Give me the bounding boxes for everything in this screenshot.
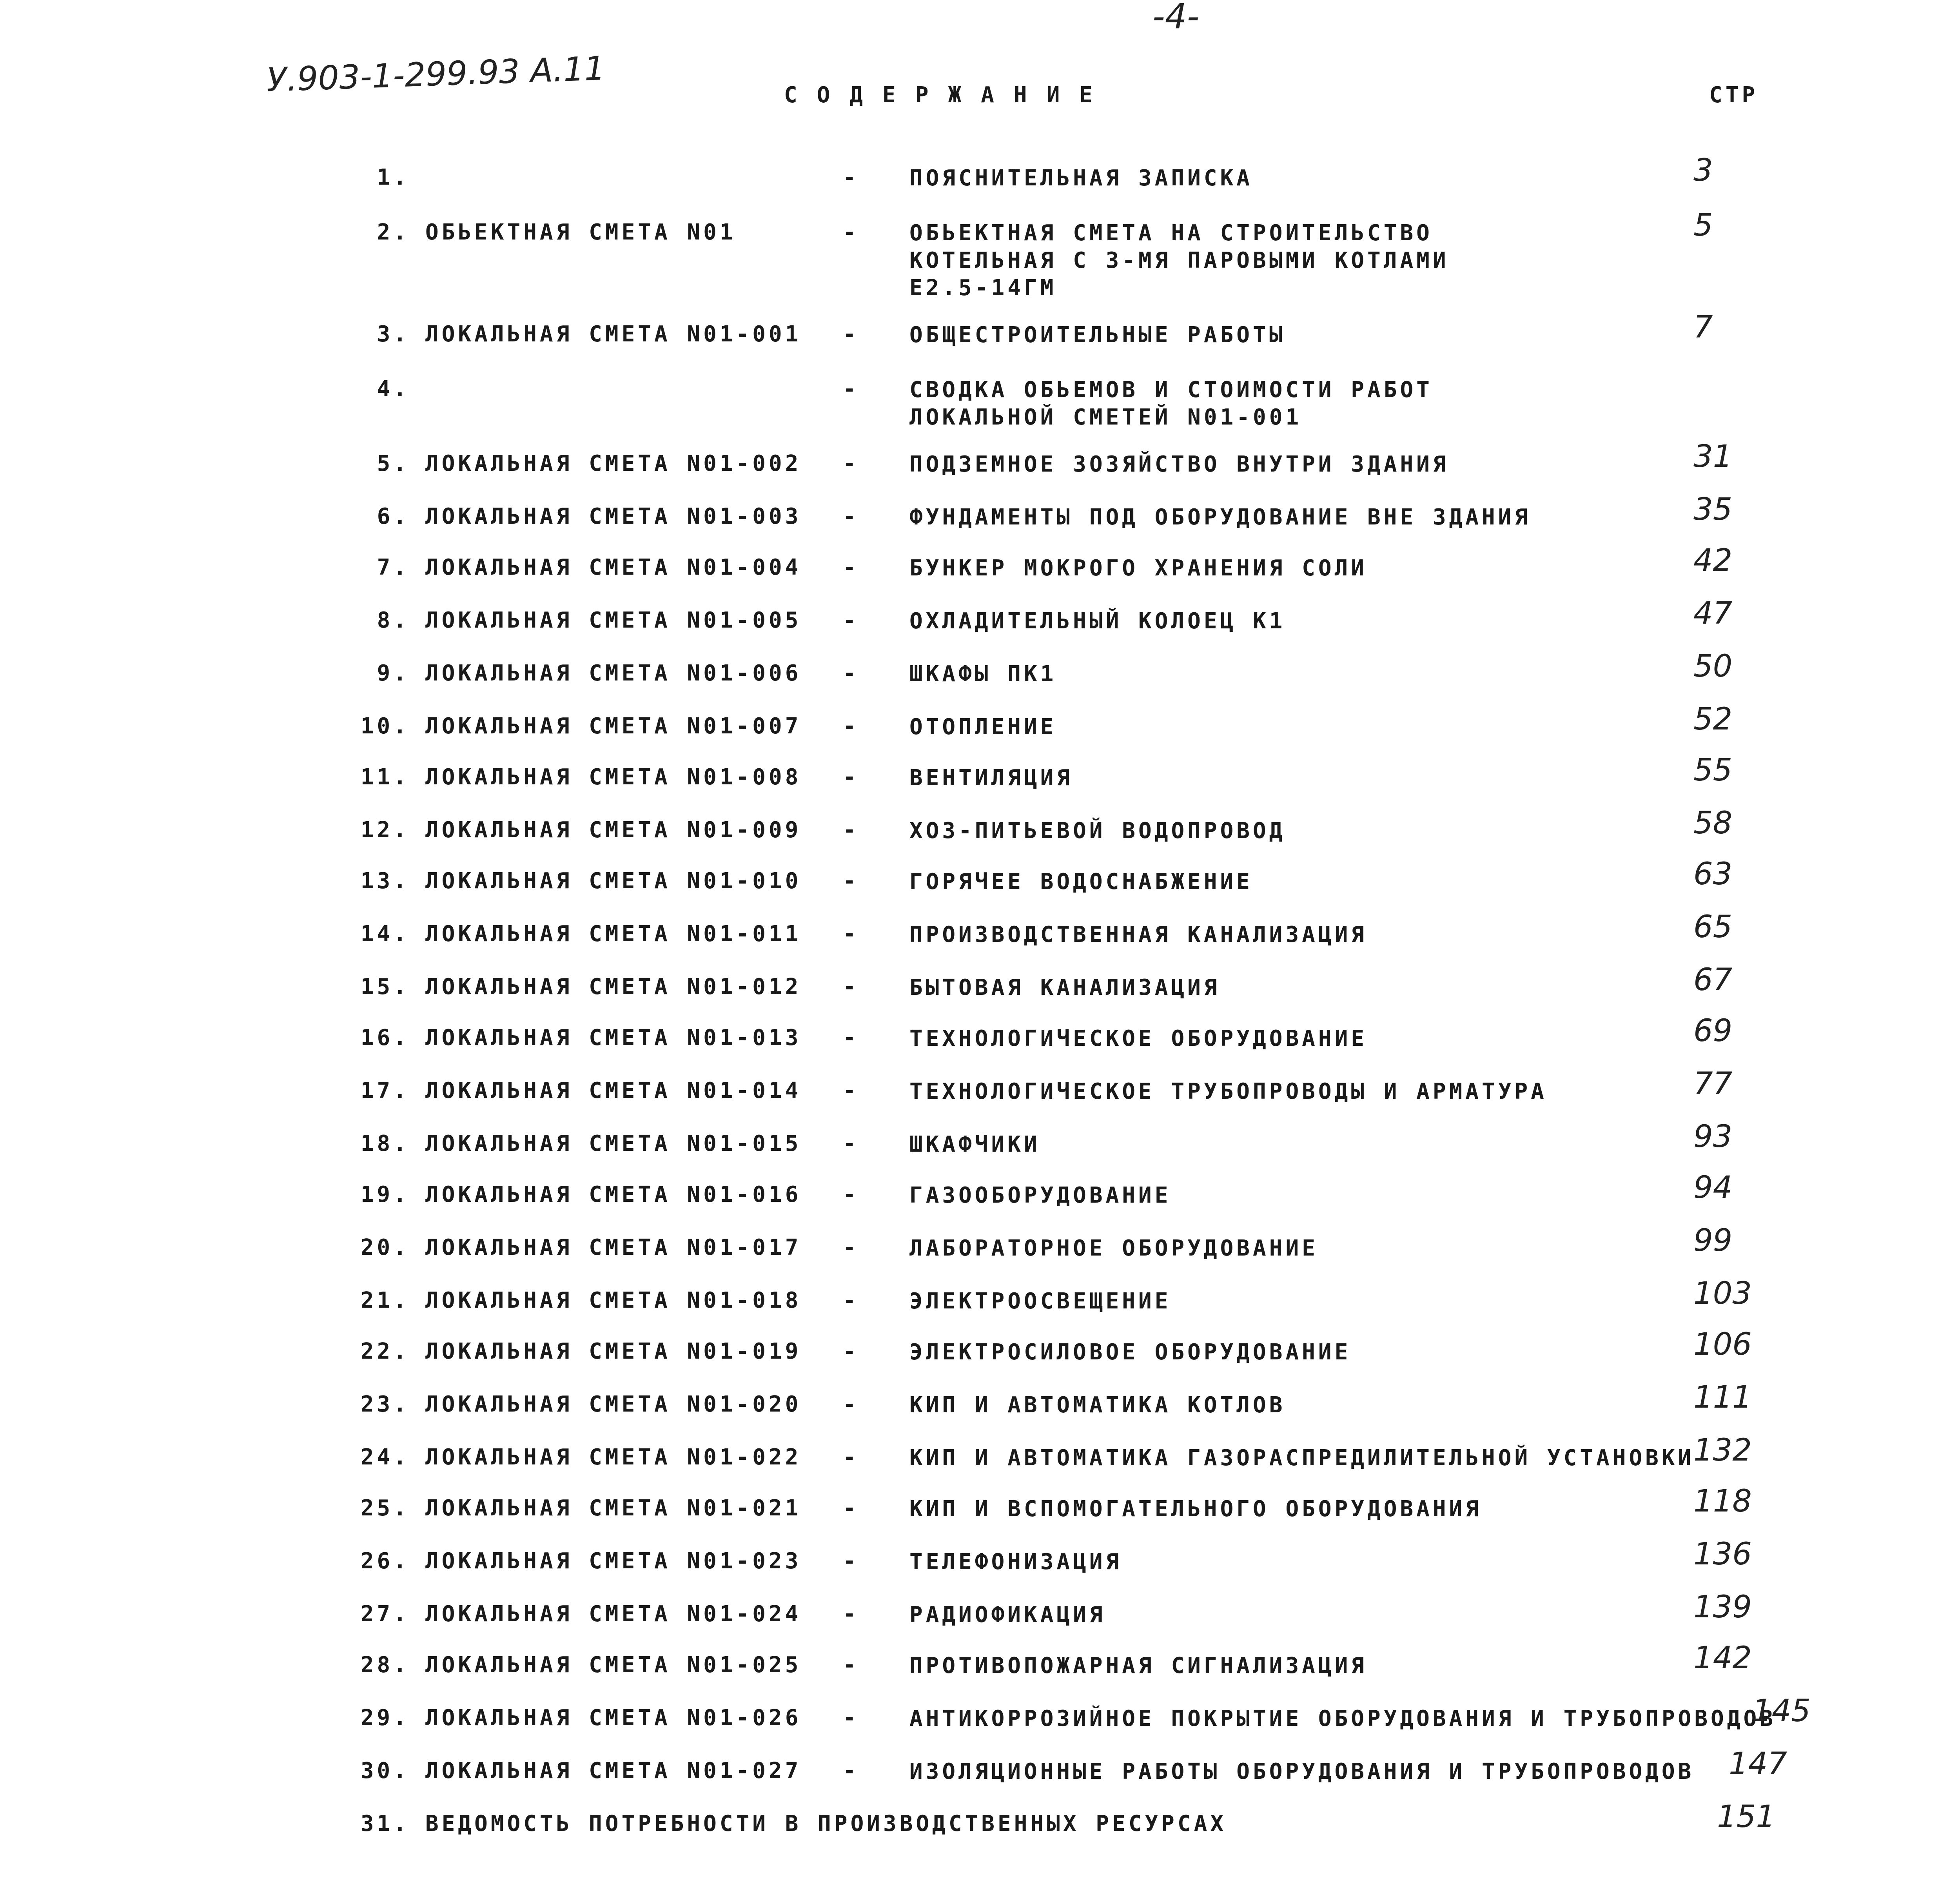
toc-row-title (909, 1288, 1171, 1315)
toc-row-dash: - (843, 321, 859, 347)
toc-row-page: 94 (1693, 1170, 1733, 1205)
toc-row-title (909, 321, 1285, 349)
toc-row-title (909, 1025, 1367, 1052)
toc-row (0, 310, 1960, 372)
toc-row-source: ЛОКАЛЬНАЯ СМЕТА N01-004 (425, 555, 802, 580)
toc-row-number: 16. (360, 1025, 410, 1051)
toc-row-dash: - (843, 1078, 859, 1103)
toc-row-title-line: ВЕНТИЛЯЦИЯ (909, 765, 1073, 791)
toc-row-page: 111 (1693, 1380, 1752, 1415)
toc-row-page: 103 (1693, 1276, 1752, 1311)
toc-row-title-line: ТЕЛЕФОНИЗАЦИЯ (909, 1549, 1122, 1575)
toc-row-number: 23. (360, 1392, 410, 1417)
toc-row-number: 15. (360, 974, 410, 1000)
toc-row-title (909, 1601, 1106, 1629)
toc-row (0, 1276, 1960, 1339)
toc-row-title-line: ФУНДАМЕНТЫ ПОД ОБОРУДОВАНИЕ ВНЕ ЗДАНИЯ (909, 504, 1531, 530)
toc-row-dash: - (843, 1548, 859, 1574)
toc-row-title-line: ТЕХНОЛОГИЧЕСКОЕ ОБОРУДОВАНИЕ (909, 1026, 1368, 1051)
toc-row (0, 208, 1960, 301)
toc-row-page: 93 (1693, 1119, 1733, 1154)
toc-row-dash: - (843, 974, 859, 1000)
toc-row-source: ЛОКАЛЬНАЯ СМЕТА N01-011 (425, 921, 802, 947)
toc-row-page: 142 (1693, 1640, 1752, 1676)
toc-row-title-line: ПОДЗЕМНОЕ ЗОЗЯЙСТВО ВНУТРИ ЗДАНИЯ (909, 452, 1449, 477)
toc-row-title (909, 921, 1367, 949)
toc-row (0, 1380, 1960, 1443)
toc-row-dash: - (843, 1705, 859, 1731)
toc-row-title-line: ЛАБОРАТОРНОЕ ОБОРУДОВАНИЕ (909, 1236, 1318, 1261)
toc-row-title-line: ЛОКАЛЬНОЙ СМЕТЕЙ N01-001 (909, 405, 1302, 430)
toc-row-title (909, 660, 1056, 688)
toc-row-number: 30. (360, 1758, 410, 1784)
toc-row-page: 3 (1693, 153, 1713, 188)
toc-row-title-line: ОХЛАДИТЕЛЬНЫЙ КОЛОЕЦ К1 (909, 608, 1286, 634)
toc-row-title-line: БЫТОВАЯ КАНАЛИЗАЦИЯ (909, 975, 1220, 1000)
toc-row-dash: - (843, 376, 859, 402)
toc-row-source: ЛОКАЛЬНАЯ СМЕТА N01-017 (425, 1235, 802, 1260)
toc-row-dash: - (843, 1392, 859, 1417)
toc-row-number: 6. (377, 504, 410, 529)
toc-row (0, 1537, 1960, 1599)
toc-row-dash: - (843, 451, 859, 476)
toc-row-number: 19. (360, 1182, 410, 1207)
toc-row-title (909, 1758, 1694, 1785)
toc-row-page: 77 (1693, 1066, 1733, 1101)
toc-row-title-line: ГОРЯЧЕЕ ВОДОСНАБЖЕНИЕ (909, 869, 1253, 895)
toc-row-source: ЛОКАЛЬНАЯ СМЕТА N01-009 (425, 817, 802, 843)
toc-row-source: ЛОКАЛЬНАЯ СМЕТА N01-016 (425, 1182, 802, 1207)
toc-row-page: 55 (1693, 753, 1733, 788)
toc-row-page: 151 (1717, 1799, 1775, 1834)
toc-row (0, 1013, 1960, 1076)
toc-row-source: ЛОКАЛЬНАЯ СМЕТА N01-012 (425, 974, 802, 1000)
toc-row-title-line: АНТИКОРРОЗИЙНОЕ ПОКРЫТИЕ ОБОРУДОВАНИЯ И ТРУБОПРОВОДОВ (909, 1706, 1776, 1731)
toc-row (0, 1223, 1960, 1286)
toc-row-source: ЛОКАЛЬНАЯ СМЕТА N01-003 (425, 504, 802, 529)
toc-row-number: 22. (360, 1339, 410, 1364)
toc-row-source: ЛОКАЛЬНАЯ СМЕТА N01-027 (425, 1758, 802, 1784)
toc-row (0, 543, 1960, 606)
toc-row-title-line: ГАЗООБОРУДОВАНИЕ (909, 1183, 1171, 1208)
toc-row-title (909, 1235, 1318, 1262)
toc-heading: СОДЕРЖАНИЕ (784, 82, 1112, 108)
toc-row (0, 1170, 1960, 1233)
toc-row-dash: - (843, 1758, 859, 1784)
toc-row-title (909, 1131, 1040, 1158)
toc-row-number: 3. (377, 321, 410, 347)
toc-row-title-line: ПРОИЗВОДСТВЕННАЯ КАНАЛИЗАЦИЯ (909, 922, 1368, 947)
toc-row-page: 7 (1693, 310, 1713, 345)
toc-row-source: ЛОКАЛЬНАЯ СМЕТА N01-024 (425, 1601, 802, 1627)
toc-row-title (909, 504, 1531, 531)
toc-row-page: 132 (1693, 1433, 1752, 1468)
toc-row-source: ЛОКАЛЬНАЯ СМЕТА N01-010 (425, 868, 802, 894)
toc-row-dash: - (843, 1601, 859, 1627)
toc-row (0, 1327, 1960, 1390)
toc-row-page: 35 (1693, 492, 1733, 527)
toc-row-number: 5. (377, 451, 410, 476)
toc-row-title-line: КИП И ВСПОМОГАТЕЛЬНОГО ОБОРУДОВАНИЯ (909, 1496, 1482, 1522)
toc-row-title (909, 868, 1253, 896)
toc-row-number: 20. (360, 1235, 410, 1260)
toc-row-number: 21. (360, 1288, 410, 1313)
toc-row-dash: - (843, 817, 859, 843)
toc-row-page: 58 (1693, 806, 1733, 841)
toc-row-source: ОБЬЕКТНАЯ СМЕТА N01 (425, 220, 736, 245)
toc-row-dash: - (843, 1495, 859, 1521)
toc-row-source: ЛОКАЛЬНАЯ СМЕТА N01-013 (425, 1025, 802, 1051)
toc-row-title (909, 1339, 1351, 1366)
toc-row-title (909, 1444, 1694, 1472)
toc-row-page: 31 (1693, 439, 1733, 474)
toc-row-number: 9. (377, 660, 410, 686)
toc-row-number: 1. (377, 165, 410, 190)
toc-row-page: 106 (1693, 1327, 1752, 1362)
toc-row-source: ЛОКАЛЬНАЯ СМЕТА N01-008 (425, 764, 802, 790)
toc-row (0, 596, 1960, 659)
toc-row-page: 50 (1693, 649, 1733, 684)
toc-row-title-line: СВОДКА ОБЬЕМОВ И СТОИМОСТИ РАБОТ (909, 377, 1433, 403)
toc-row (0, 962, 1960, 1025)
toc-row-source: ЛОКАЛЬНАЯ СМЕТА N01-015 (425, 1131, 802, 1156)
toc-row-title (909, 451, 1449, 478)
toc-row-title (909, 1392, 1285, 1419)
toc-row-title-line: ШКАФЫ ПК1 (909, 661, 1057, 687)
toc-row-source: ЛОКАЛЬНАЯ СМЕТА N01-019 (425, 1339, 802, 1364)
toc-row-title (909, 764, 1073, 792)
toc-row-page: 136 (1693, 1537, 1752, 1572)
toc-row (0, 1590, 1960, 1652)
toc-row (0, 649, 1960, 711)
toc-row-title (909, 1548, 1122, 1576)
toc-row-title (909, 974, 1220, 1002)
toc-row-source: ЛОКАЛЬНАЯ СМЕТА N01-018 (425, 1288, 802, 1313)
toc-row-dash: - (843, 165, 859, 190)
toc-row-number: 4. (377, 376, 410, 402)
toc-row-number: 11. (360, 764, 410, 790)
toc-row-page: 5 (1693, 208, 1713, 243)
toc-row-page: 99 (1693, 1223, 1733, 1258)
toc-row-title-line: РАДИОФИКАЦИЯ (909, 1602, 1106, 1628)
toc-row-title (909, 1652, 1367, 1680)
toc-row (0, 1640, 1960, 1703)
toc-row-page: 52 (1693, 702, 1733, 737)
toc-row-page: 42 (1693, 543, 1733, 578)
toc-row-page: 63 (1693, 856, 1733, 892)
toc-row-number: 24. (360, 1444, 410, 1470)
toc-row-dash: - (843, 220, 859, 245)
toc-row-number: 14. (360, 921, 410, 947)
toc-row-title-line: ПРОТИВОПОЖАРНАЯ СИГНАЛИЗАЦИЯ (909, 1653, 1368, 1678)
toc-row (0, 1799, 1960, 1862)
toc-row-page: 139 (1693, 1590, 1752, 1625)
toc-row-dash: - (843, 868, 859, 894)
toc-row-title (909, 1705, 1776, 1733)
toc-row-source: ЛОКАЛЬНАЯ СМЕТА N01-020 (425, 1392, 802, 1417)
toc-row-number: 7. (377, 555, 410, 580)
toc-row-page: 147 (1729, 1746, 1787, 1782)
toc-row-title (909, 555, 1367, 582)
toc-row-title (909, 165, 1253, 192)
toc-row-dash: - (843, 1131, 859, 1156)
toc-row-source: ЛОКАЛЬНАЯ СМЕТА N01-006 (425, 660, 802, 686)
toc-row-dash: - (843, 713, 859, 739)
toc-row-number: 26. (360, 1548, 410, 1574)
toc-row-title (909, 376, 1433, 431)
document-code: У.903-1-299.93 А.11 (266, 49, 606, 100)
toc-row-source: ЛОКАЛЬНАЯ СМЕТА N01-001 (425, 321, 802, 347)
toc-row-title-line: ОТОПЛЕНИЕ (909, 714, 1057, 740)
toc-row-title-line: ШКАФЧИКИ (909, 1132, 1040, 1157)
toc-row-number: 25. (360, 1495, 410, 1521)
toc-row-title-line: ХОЗ-ПИТЬЕВОЙ ВОДОПРОВОД (909, 818, 1286, 844)
toc-row (0, 856, 1960, 919)
toc-row-title-line: КИП И АВТОМАТИКА ГАЗОРАСПРЕДИЛИТЕЛЬНОЙ УСТАНОВКИ (909, 1445, 1695, 1471)
toc-row-dash: - (843, 1235, 859, 1260)
toc-row-title (909, 1078, 1547, 1105)
toc-row-dash: - (843, 1182, 859, 1207)
toc-row-dash: - (843, 1652, 859, 1678)
toc-row-number: 18. (360, 1131, 410, 1156)
toc-row-title-line: БУНКЕР МОКРОГО ХРАНЕНИЯ СОЛИ (909, 555, 1368, 581)
toc-row-title-line: ПОЯСНИТЕЛЬНАЯ ЗАПИСКА (909, 165, 1253, 191)
toc-row (0, 1484, 1960, 1546)
toc-row-dash: - (843, 660, 859, 686)
toc-row (0, 1433, 1960, 1495)
toc-row-title (909, 713, 1056, 741)
toc-row-page: 69 (1693, 1013, 1733, 1049)
toc-row-title-line: ТЕХНОЛОГИЧЕСКОЕ ТРУБОПРОВОДЫ И АРМАТУРА (909, 1079, 1547, 1104)
toc-row-dash: - (843, 504, 859, 529)
toc-row-title-line: КОТЕЛЬНАЯ С 3-МЯ ПАРОВЫМИ КОТЛАМИ (909, 248, 1449, 273)
toc-row-source: ЛОКАЛЬНАЯ СМЕТА N01-025 (425, 1652, 802, 1678)
toc-row-number: 12. (360, 817, 410, 843)
toc-row-dash: - (843, 608, 859, 633)
toc-row (0, 909, 1960, 972)
toc-row (0, 1119, 1960, 1182)
toc-row-title (909, 1495, 1482, 1523)
toc-row-page: 47 (1693, 596, 1733, 631)
toc-row-number: 27. (360, 1601, 410, 1627)
toc-row-page: 145 (1752, 1693, 1811, 1729)
toc-row (0, 153, 1960, 216)
toc-row-title-line: ЭЛЕКТРОСИЛОВОЕ ОБОРУДОВАНИЕ (909, 1339, 1351, 1365)
toc-row-number: 10. (360, 713, 410, 739)
toc-row (0, 439, 1960, 502)
toc-row-number: 8. (377, 608, 410, 633)
toc-row-dash: - (843, 555, 859, 580)
toc-row-dash: - (843, 764, 859, 790)
toc-row-page: 67 (1693, 962, 1733, 998)
toc-row-dash: - (843, 1025, 859, 1051)
toc-row-source: ЛОКАЛЬНАЯ СМЕТА N01-014 (425, 1078, 802, 1103)
toc-row-source: ЛОКАЛЬНАЯ СМЕТА N01-026 (425, 1705, 802, 1731)
toc-row-source: ЛОКАЛЬНАЯ СМЕТА N01-007 (425, 713, 802, 739)
toc-row-source: ВЕДОМОСТЬ ПОТРЕБНОСТИ В ПРОИЗВОДСТВЕННЫХ РЕСУРСАХ (425, 1811, 1227, 1836)
toc-row-source: ЛОКАЛЬНАЯ СМЕТА N01-005 (425, 608, 802, 633)
toc-row-title (909, 1182, 1171, 1209)
toc-row (0, 1693, 1960, 1756)
toc-row-number: 17. (360, 1078, 410, 1103)
toc-row-number: 13. (360, 868, 410, 894)
toc-row-dash: - (843, 1288, 859, 1313)
toc-row-title-line: КИП И АВТОМАТИКА КОТЛОВ (909, 1392, 1286, 1418)
toc-row-number: 31. (360, 1811, 410, 1836)
toc-row (0, 1066, 1960, 1129)
toc-row-dash: - (843, 1444, 859, 1470)
page-number: -4- (1152, 0, 1200, 36)
toc-row-title-line: ОБЬЕКТНАЯ СМЕТА НА СТРОИТЕЛЬСТВО (909, 220, 1433, 246)
toc-row-title-line: ЭЛЕКТРООСВЕЩЕНИЕ (909, 1288, 1171, 1314)
toc-row (0, 1746, 1960, 1809)
toc-row-number: 28. (360, 1652, 410, 1678)
toc-row-number: 29. (360, 1705, 410, 1731)
page-column-header: СТР (1709, 82, 1759, 108)
toc-row-title (909, 817, 1285, 845)
toc-row-dash: - (843, 1339, 859, 1364)
toc-row-source: ЛОКАЛЬНАЯ СМЕТА N01-023 (425, 1548, 802, 1574)
toc-row (0, 806, 1960, 868)
toc-row-source: ЛОКАЛЬНАЯ СМЕТА N01-002 (425, 451, 802, 476)
toc-row-dash: - (843, 921, 859, 947)
toc-row-number: 2. (377, 220, 410, 245)
toc-row-page: 118 (1693, 1484, 1752, 1519)
toc-row-title (909, 220, 1449, 302)
toc-row-title (909, 608, 1285, 635)
toc-row-title-line: ИЗОЛЯЦИОННЫЕ РАБОТЫ ОБОРУДОВАНИЯ И ТРУБОПРОВОДОВ (909, 1759, 1695, 1784)
toc-row (0, 376, 1960, 430)
toc-row (0, 702, 1960, 764)
toc-row (0, 492, 1960, 555)
toc-row-title-line: Е2.5-14ГМ (909, 275, 1057, 301)
toc-row (0, 753, 1960, 815)
toc-row-title-line: ОБЩЕСТРОИТЕЛЬНЫЕ РАБОТЫ (909, 322, 1286, 348)
toc-row-page: 65 (1693, 909, 1733, 945)
toc-row-source: ЛОКАЛЬНАЯ СМЕТА N01-022 (425, 1444, 802, 1470)
toc-row-source: ЛОКАЛЬНАЯ СМЕТА N01-021 (425, 1495, 802, 1521)
